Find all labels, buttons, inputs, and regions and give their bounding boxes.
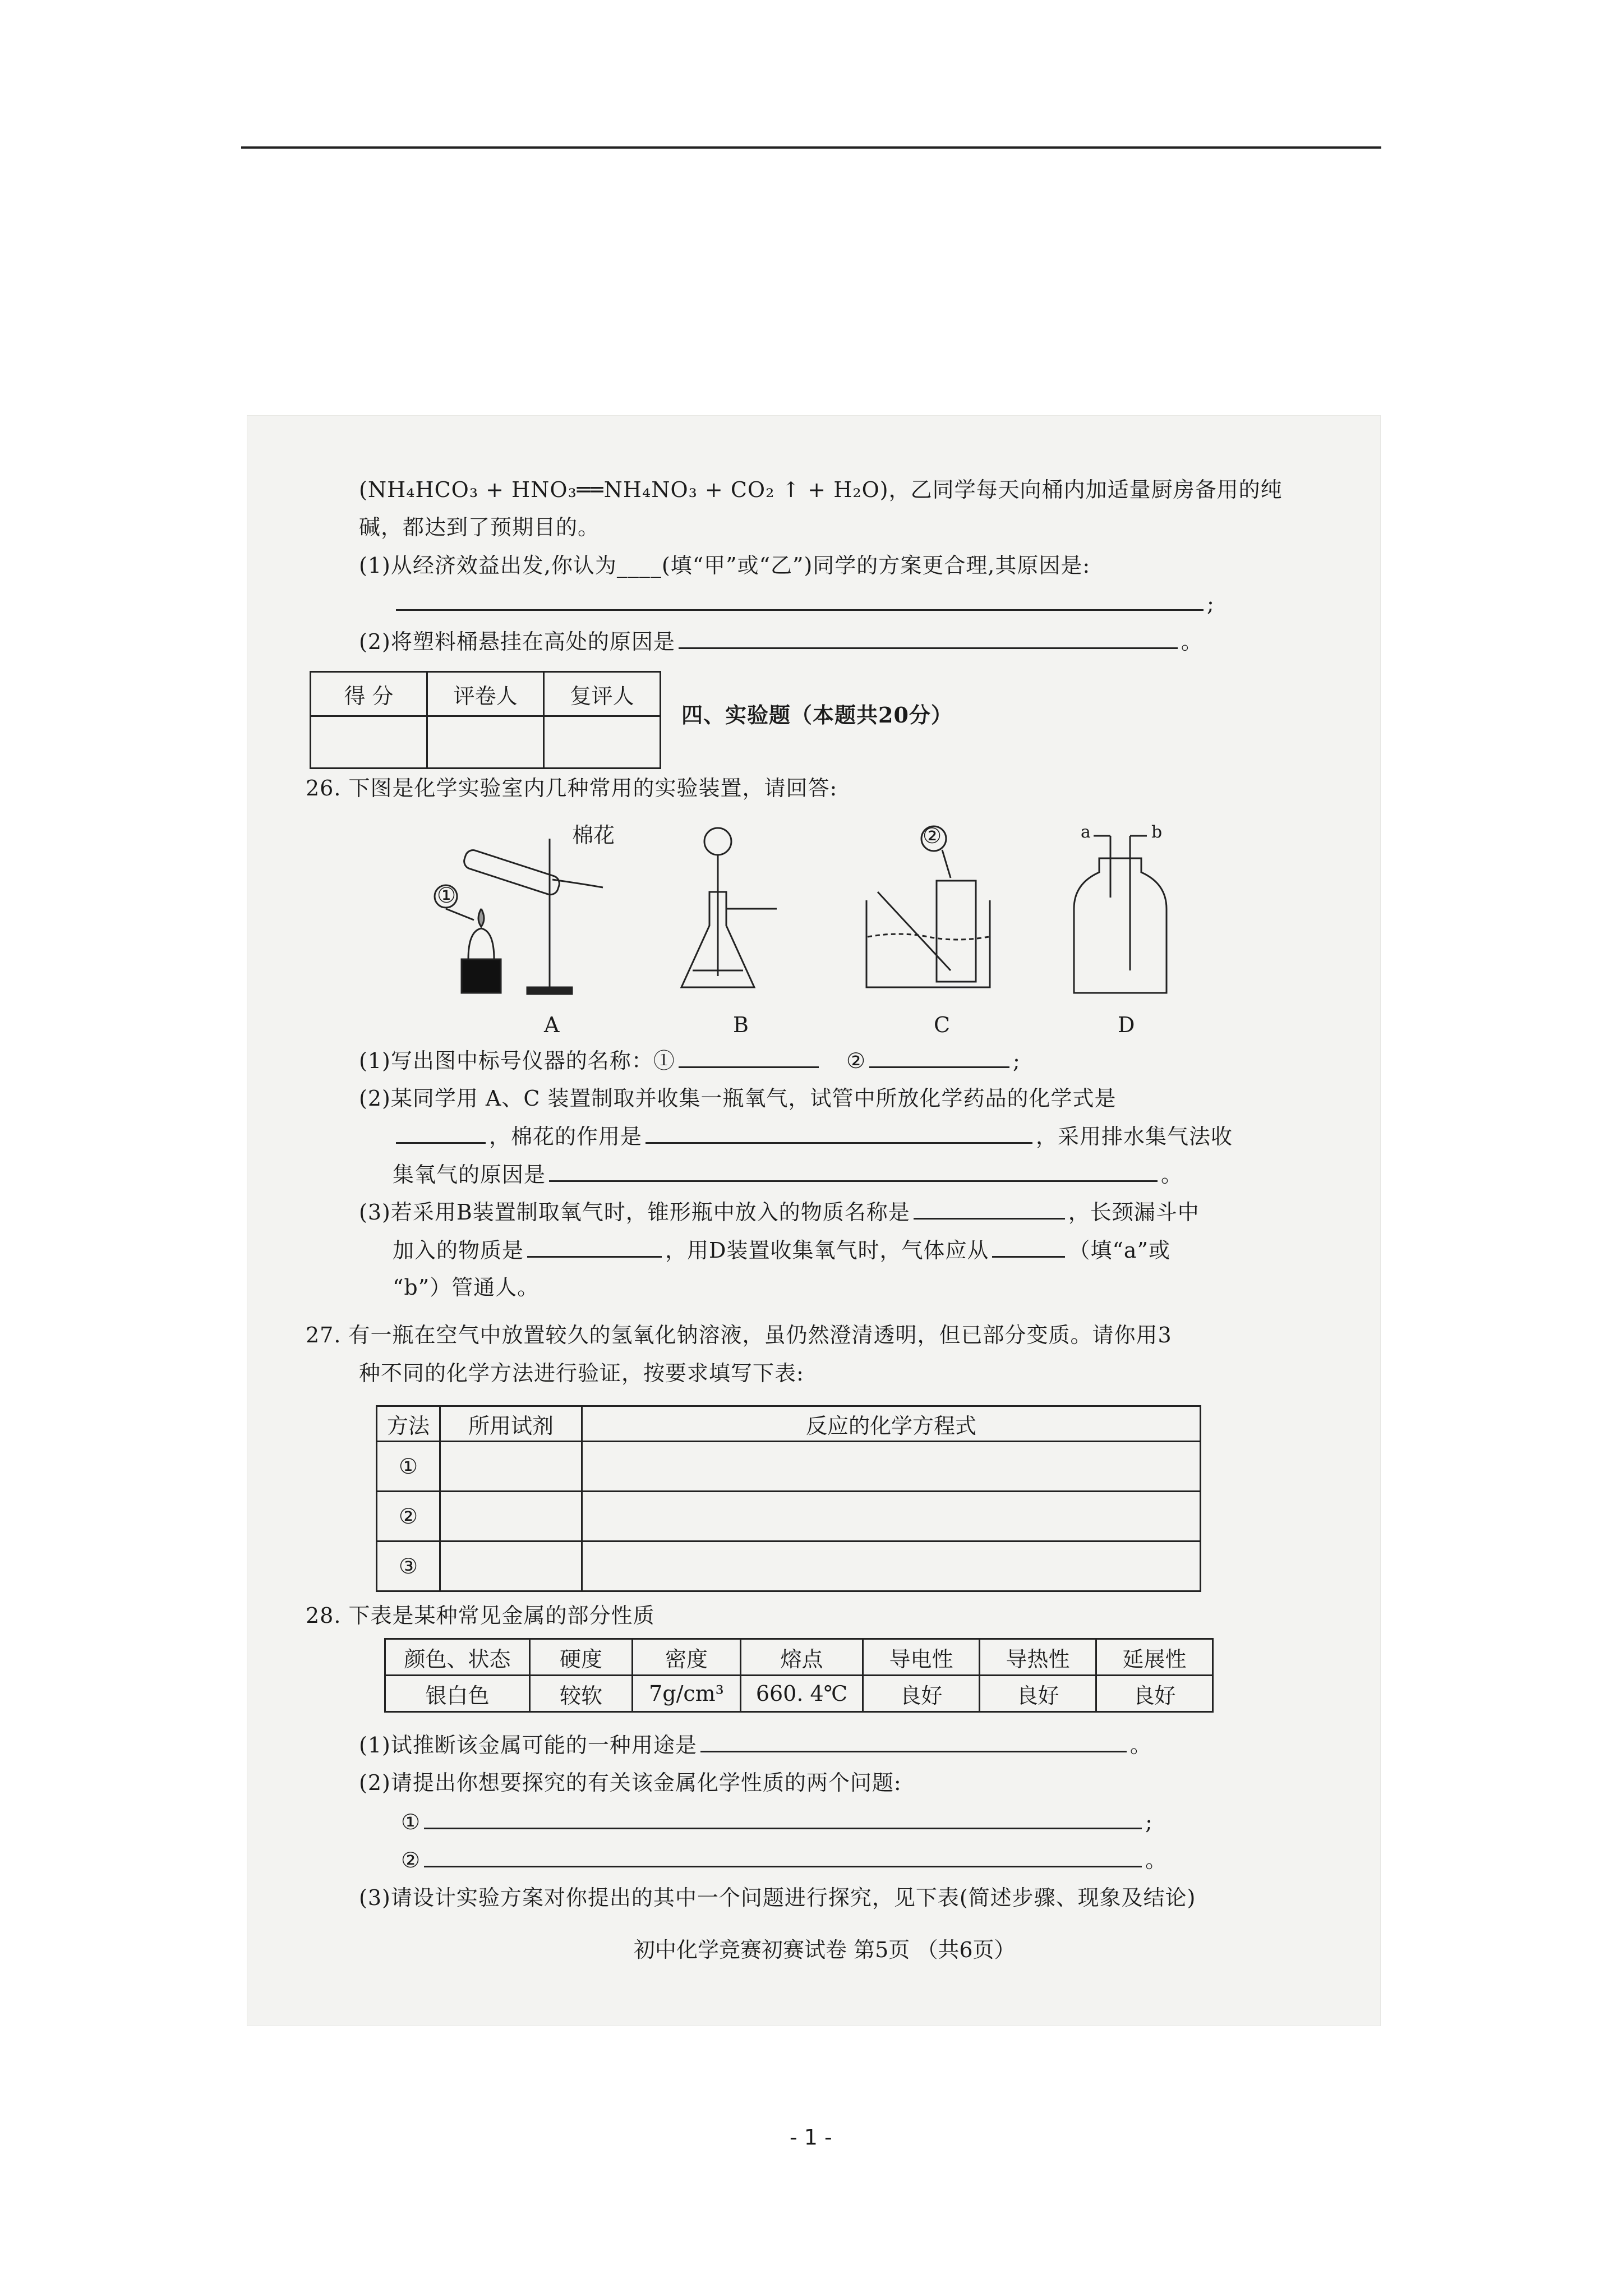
property-value: 7g/cm³ bbox=[633, 1676, 741, 1712]
reagent-cell[interactable] bbox=[440, 1542, 582, 1591]
q25-question2: (2)将塑料桶悬挂在高处的原因是 。 bbox=[359, 627, 1203, 656]
property-header: 导电性 bbox=[863, 1639, 980, 1676]
property-header: 颜色、状态 bbox=[385, 1639, 530, 1676]
port-b-label: b bbox=[1151, 822, 1163, 842]
method-cell: ① bbox=[377, 1442, 440, 1492]
answer-blank[interactable] bbox=[424, 1846, 1142, 1867]
apparatus-figure bbox=[412, 819, 1197, 1043]
q27-line2: 种不同的化学方法进行验证，按要求填写下表: bbox=[359, 1361, 804, 1386]
q28-sub3: (3)请设计实验方案对你提出的其中一个问题进行探究，见下表(简述步骤、现象及结论) bbox=[359, 1885, 1196, 1910]
score-table bbox=[310, 671, 661, 769]
apparatus-label-a: A bbox=[544, 1013, 560, 1037]
q26-sub1: (1)写出图中标号仪器的名称：① ② ; bbox=[359, 1046, 1021, 1075]
property-header: 密度 bbox=[633, 1639, 741, 1676]
exam-footer: 初中化学竞赛初赛试卷 第5页 （共6页） bbox=[634, 1938, 1016, 1962]
property-value: 良好 bbox=[980, 1676, 1096, 1712]
answer-blank[interactable] bbox=[914, 1198, 1065, 1220]
reviewer-header: 复评人 bbox=[544, 672, 661, 716]
equation-cell[interactable] bbox=[582, 1542, 1201, 1591]
answer-blank[interactable] bbox=[645, 1122, 1032, 1144]
cotton-label: 棉花 bbox=[572, 823, 615, 848]
q28-sub2-item1: ① ; bbox=[401, 1807, 1153, 1836]
property-header: 熔点 bbox=[741, 1639, 863, 1676]
header-rule bbox=[241, 146, 1381, 149]
answer-blank[interactable] bbox=[549, 1160, 1158, 1182]
q28-stem: 28. 下表是某种常见金属的部分性质 bbox=[306, 1603, 655, 1628]
apparatus-b-drawing bbox=[681, 828, 777, 987]
reviewer-cell[interactable] bbox=[544, 716, 661, 769]
reagent-header: 所用试剂 bbox=[440, 1406, 582, 1442]
q26-sub2-line1: (2)某同学用 A、C 装置制取并收集一瓶氧气，试管中所放化学药品的化学式是 bbox=[359, 1086, 1117, 1111]
q26-stem: 26. 下图是化学实验室内几种常用的实验装置，请回答: bbox=[306, 776, 838, 800]
answer-blank[interactable] bbox=[700, 1731, 1127, 1752]
property-value: 良好 bbox=[863, 1676, 980, 1712]
q25-line1: (NH₄HCO₃ + HNO₃══NH₄NO₃ + CO₂ ↑ + H₂O)，乙同学每天向桶内加适量厨房备用的纯 bbox=[359, 477, 1283, 502]
q28-sub2: (2)请提出你想要探究的有关该金属化学性质的两个问题: bbox=[359, 1770, 902, 1795]
grader-cell[interactable] bbox=[427, 716, 544, 769]
apparatus-label-b: B bbox=[733, 1013, 749, 1037]
property-value: 660. 4℃ bbox=[741, 1676, 863, 1712]
equation-header: 反应的化学方程式 bbox=[582, 1406, 1201, 1442]
q27-table bbox=[376, 1405, 1201, 1592]
q26-sub3-line1: (3)若采用B装置制取氧气时，锥形瓶中放入的物质名称是 ，长颈漏斗中 bbox=[359, 1198, 1200, 1226]
equation-cell[interactable] bbox=[582, 1492, 1201, 1542]
property-value: 银白色 bbox=[385, 1676, 530, 1712]
port-a-label: a bbox=[1081, 822, 1091, 842]
score-cell[interactable] bbox=[311, 716, 427, 769]
property-header: 硬度 bbox=[530, 1639, 633, 1676]
apparatus-a-drawing bbox=[446, 839, 603, 994]
answer-blank[interactable] bbox=[679, 1046, 819, 1068]
answer-blank[interactable] bbox=[396, 1122, 486, 1144]
apparatus-c-drawing bbox=[866, 826, 990, 987]
answer-blank[interactable] bbox=[527, 1236, 662, 1258]
q25-answer1-line: ; bbox=[393, 589, 1215, 618]
q28-sub2-item2: ② 。 bbox=[401, 1846, 1167, 1874]
q25-question1: (1)从经济效益出发,你认为____(填“甲”或“乙”)同学的方案更合理,其原因是: bbox=[359, 553, 1091, 578]
metal-properties-table bbox=[384, 1638, 1214, 1713]
property-header: 延展性 bbox=[1096, 1639, 1213, 1676]
q28-sub1: (1)试推断该金属可能的一种用途是 。 bbox=[359, 1731, 1152, 1759]
score-header: 得 分 bbox=[311, 672, 427, 716]
q26-sub3-line2: 加入的物质是 ，用D装置收集氧气时，气体应从 （填“a”或 bbox=[393, 1236, 1170, 1264]
answer-blank[interactable] bbox=[679, 627, 1178, 649]
equation-cell[interactable] bbox=[582, 1442, 1201, 1492]
apparatus-d-drawing bbox=[1074, 836, 1166, 993]
reagent-cell[interactable] bbox=[440, 1442, 582, 1492]
marker-1: ① bbox=[437, 883, 457, 908]
q26-sub2-line2: ，棉花的作用是 ，采用排水集气法收 bbox=[393, 1122, 1233, 1151]
q26-sub3-line3: “b”）管通人。 bbox=[393, 1275, 540, 1300]
reagent-cell[interactable] bbox=[440, 1492, 582, 1542]
answer-blank[interactable] bbox=[869, 1046, 1009, 1068]
method-cell: ③ bbox=[377, 1542, 440, 1591]
answer-blank[interactable] bbox=[396, 589, 1204, 611]
method-cell: ② bbox=[377, 1492, 440, 1542]
answer-blank[interactable] bbox=[424, 1807, 1142, 1829]
apparatus-label-c: C bbox=[934, 1013, 951, 1037]
grader-header: 评卷人 bbox=[427, 672, 544, 716]
property-value: 良好 bbox=[1096, 1676, 1213, 1712]
q26-sub2-line3: 集氧气的原因是 。 bbox=[393, 1160, 1183, 1189]
answer-blank[interactable] bbox=[992, 1236, 1065, 1258]
q25-line2: 碱，都达到了预期目的。 bbox=[359, 515, 600, 540]
marker-2: ② bbox=[923, 823, 942, 848]
method-header: 方法 bbox=[377, 1406, 440, 1442]
property-header: 导热性 bbox=[980, 1639, 1096, 1676]
page-number: - 1 - bbox=[790, 2125, 832, 2150]
q27-line1: 27. 有一瓶在空气中放置较久的氢氧化钠溶液，虽仍然澄清透明，但已部分变质。请你用3 bbox=[306, 1323, 1172, 1347]
property-value: 较软 bbox=[530, 1676, 633, 1712]
section-title: 四、实验题（本题共20分） bbox=[681, 702, 953, 728]
apparatus-label-d: D bbox=[1118, 1013, 1135, 1037]
